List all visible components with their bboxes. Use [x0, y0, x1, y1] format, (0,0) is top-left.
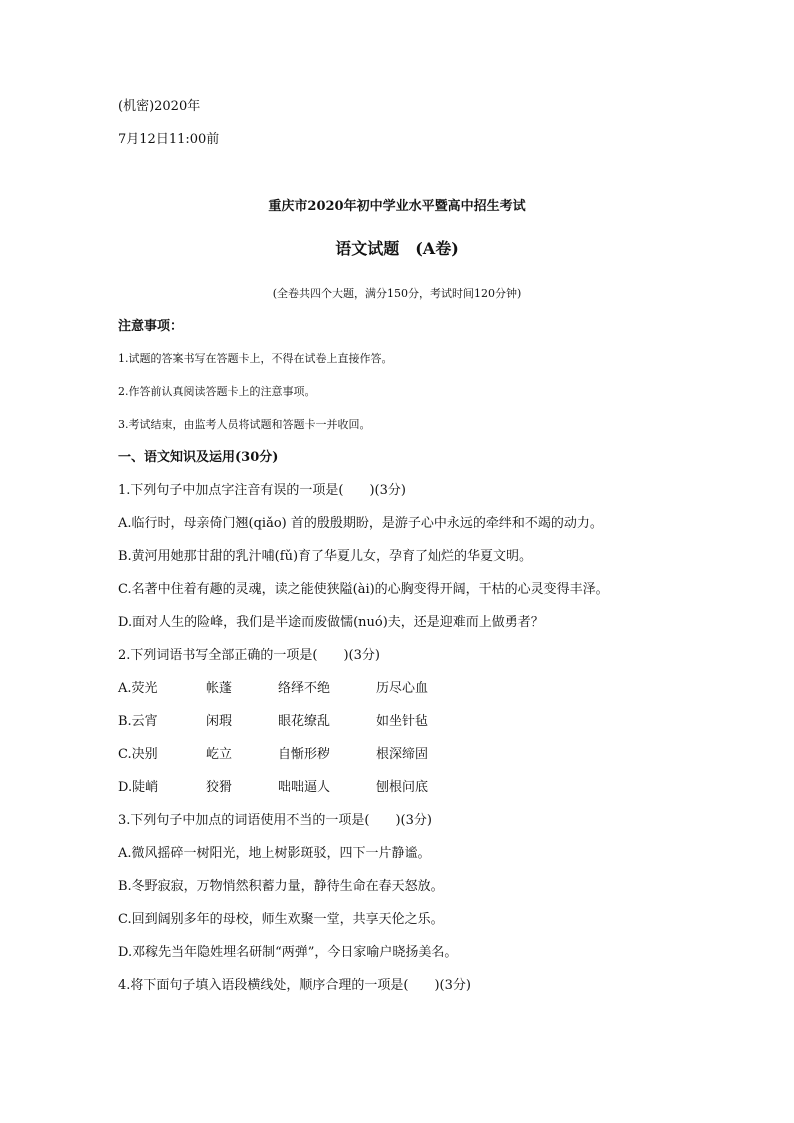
word-cell: 自惭形秽: [278, 747, 331, 762]
word-cell: 根深缔固: [376, 747, 429, 762]
word-option-row: [118, 680, 428, 698]
question-option: B.冬野寂寂，万物悄然积蓄力量，静待生命在春天怒放。: [118, 879, 444, 894]
exam-title: 重庆市2020年初中学业水平暨高中招生考试: [268, 199, 526, 214]
question-stem: 1.下列句子中加点字注音有误的一项是( )(3分): [118, 483, 406, 498]
question-option: C.名著中住着有趣的灵魂，读之能使狭隘(ài)的心胸变得开阔，干枯的心灵变得丰泽。: [118, 582, 609, 597]
word-cell: 屹立: [206, 747, 233, 762]
notice-heading: 注意事项：: [118, 319, 184, 334]
word-cell: D.陡峭: [118, 780, 159, 795]
question-option: C.回到阔别多年的母校，师生欢聚一堂，共享天伦之乐。: [118, 912, 444, 927]
word-cell: 刨根问底: [376, 780, 429, 795]
secret-line: (机密)2020年: [118, 99, 201, 114]
question-option: B.黄河用她那甘甜的乳汁哺(fǔ)育了华夏儿女，孕育了灿烂的华夏文明。: [118, 549, 533, 564]
word-cell: 帐蓬: [206, 681, 233, 696]
exam-note: (全卷共四个大题，满分150分，考试时间120分钟): [272, 287, 522, 300]
word-option-row: [118, 713, 428, 731]
word-cell: 闲瑕: [206, 714, 233, 729]
question-stem: 3.下列句子中加点的词语使用不当的一项是( )(3分): [118, 813, 432, 828]
question-stem: 2.下列词语书写全部正确的一项是( )(3分): [118, 648, 380, 663]
question-option: A.微风摇碎一树阳光，地上树影斑驳，四下一片静谧。: [118, 846, 431, 861]
word-option-row: [118, 779, 428, 797]
question-option: D.面对人生的险峰，我们是半途而废做懦(nuó)夫，还是迎难而上做勇者？: [118, 615, 544, 630]
word-cell: B.云宵: [118, 714, 158, 729]
word-cell: 咄咄逼人: [278, 780, 331, 795]
notice-item: 1.试题的答案书写在答题卡上，不得在试卷上直接作答。: [118, 352, 393, 365]
word-cell: 眼花缭乱: [278, 714, 331, 729]
time-line: 7月12日11:00前: [118, 132, 220, 147]
word-cell: C.决别: [118, 747, 158, 762]
word-cell: A.荧光: [118, 681, 158, 696]
word-cell: 如坐针毡: [376, 714, 429, 729]
word-cell: 络绎不绝: [278, 681, 331, 696]
notice-item: 3.考试结束，由监考人员将试题和答题卡一并收回。: [118, 418, 371, 431]
question-option: D.邓稼先当年隐姓埋名研制“两弹”，今日家喻户晓扬美名。: [118, 945, 458, 960]
question-stem: 4.将下面句子填入语段横线处，顺序合理的一项是( )(3分): [118, 978, 471, 993]
notice-item: 2.作答前认真阅读答题卡上的注意事项。: [118, 385, 316, 398]
word-option-row: [118, 746, 428, 764]
section-heading: 一、语文知识及运用(30分): [118, 450, 279, 465]
word-cell: 狡猾: [206, 780, 233, 795]
word-cell: 历尽心血: [376, 681, 429, 696]
exam-subtitle: 语文试题 (A卷): [335, 239, 459, 258]
question-option: A.临行时，母亲倚门翘(qiǎo) 首的殷殷期盼，是游子心中永远的牵绊和不竭的动力。: [118, 516, 603, 531]
